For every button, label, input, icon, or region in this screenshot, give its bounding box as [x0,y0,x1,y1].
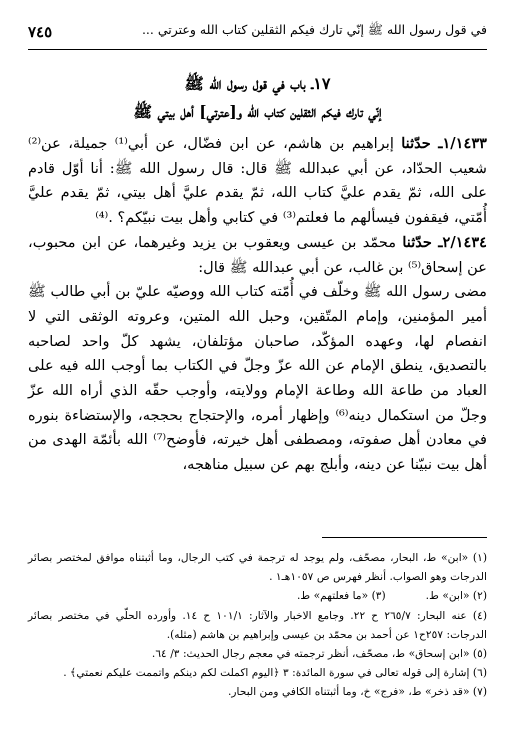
hadith-number: ١/١٤٣٣ـ [438,135,487,152]
hadith-opening: حدّثنا [401,135,431,152]
hadith-1 [28,132,487,231]
hadith-number: ٢/١٤٣٤ـ [438,233,488,251]
footnote-7: (٧) «قد ذخر» ط، «فرج» خ، وما أثبتناه الكافي ومن البحار. [228,685,487,699]
footnote-6: (٦) إشارة إلى قوله تعالى في سورة المائدة: ٣ ﴿اليوم اكملت لكم دينكم واتممت عليكم نعمتي﴾ . [63,666,487,680]
footnote-2: (٢) «ابن» ط. [425,589,487,603]
chapter-heading [28,72,487,124]
page-number: ٧٤٥ [28,22,53,41]
hadith-opening: حدّثنا [402,233,432,251]
footnote-row [28,586,487,605]
hadith-2-continuation: مضى رسول الله ﷺ وخلّف في أُمّته كتاب الله ووصيّه عليّ بن أبي طالب ﷺ أمير المؤمنين، وإمام المتّقين، وحبل الله المتين، وعروته الوثقى التي لا انفصام لها، وعهده المؤكّد، صاحبان مؤتلفان، يشهد كلّ واحد لصاحبه بالتصديق، ينطق الإمام عن الله عزّ وجلّ في الكتاب بما أوجب الله فيه على العباد من طاعة الله وطاعة الإمام وولايته، وأوجب حقّه الذي أراه الله عزّ وجلّ من استكمال دينه⁽⁶⁾ وإظهار أمره، والإحتجاج بحججه، والإستضاءة بنوره في معادن أهل صفوته، ومصطفى أهل خيرته، فأوضح⁽⁷⁾ الله بأئمّة الهدى من أهل بيت نبيّنا عن دينه، وأبلج بهم عن سبيل مناهجه، [28,283,487,474]
footnotes [28,548,487,702]
main-text [28,132,487,478]
footnote-5: (٥) «ابن إسحاق» ط، مصحّف، أنظر ترجمته في معجم رجال الحديث: ٣/ ٦٤. [151,647,487,661]
footnote-separator [322,537,487,538]
hadith-text: محمّد بن عيسى ويعقوب بن يزيد وغيرهما، عن ابن محبوب، عن إسحاق⁽⁵⁾ بن غالب، عن أبي عبدالله ﷺ قال: [28,233,487,276]
running-title: في قول رسول الله ﷺ إنّي تارك فيكم الثقلين كتاب الله وعترتي ... [141,22,487,37]
footnote-4: (٤) عنه البحار: ٢٦٥/٧ ح ٢٢. وجامع الاخبار والآثار: ١٠١/١ ح ١٤. وأورده الحلّي في مختصر بصائر الدرجات: ٢٥٧ح١ عن أحمد بن محمّد بن عيسى وإبراهيم بن هاشم (مثله). [28,608,488,641]
running-header [28,22,487,50]
chapter-title: ١٧ـ باب في قول رسول الله ﷺ [184,74,331,93]
chapter-subtitle: إنّي تارك فيكم الثقلين كتاب الله و[عترتي] أهل بيتي ﷺ [133,102,382,121]
footnote-3: (٣) «ما فعلتهم» ط. [296,589,386,603]
footnote-1: (١) «ابن» ط، البحار، مصحّف، ولم يوجد له ترجمة في كتب الرجال، وما أثبتناه موافق لمختصر بصائر الدرجات وهو الصواب. أنظر فهرس ص ١٠٥٧هـ١ . [28,551,487,584]
hadith-2 [28,231,487,280]
hadith-text: إبراهيم بن هاشم، عن ابن فضّال، عن أبي⁽¹⁾ جميلة، عن⁽²⁾ شعيب الحدّاد، عن أبي عبدالله ﷺ قال: قال رسول الله ﷺ: أنا أوّل قادم على الله، ثمّ يقدم عليَّ كتاب الله، ثمّ يقدم عليَّ أهل بيتي، ثمّ يقدم عليَّ أُمّتي، فيقفون فيسألهم ما فعلتم⁽³⁾ في كتابي وأهل بيت نبيّكم؟ .⁽⁴⁾ [28,135,487,227]
